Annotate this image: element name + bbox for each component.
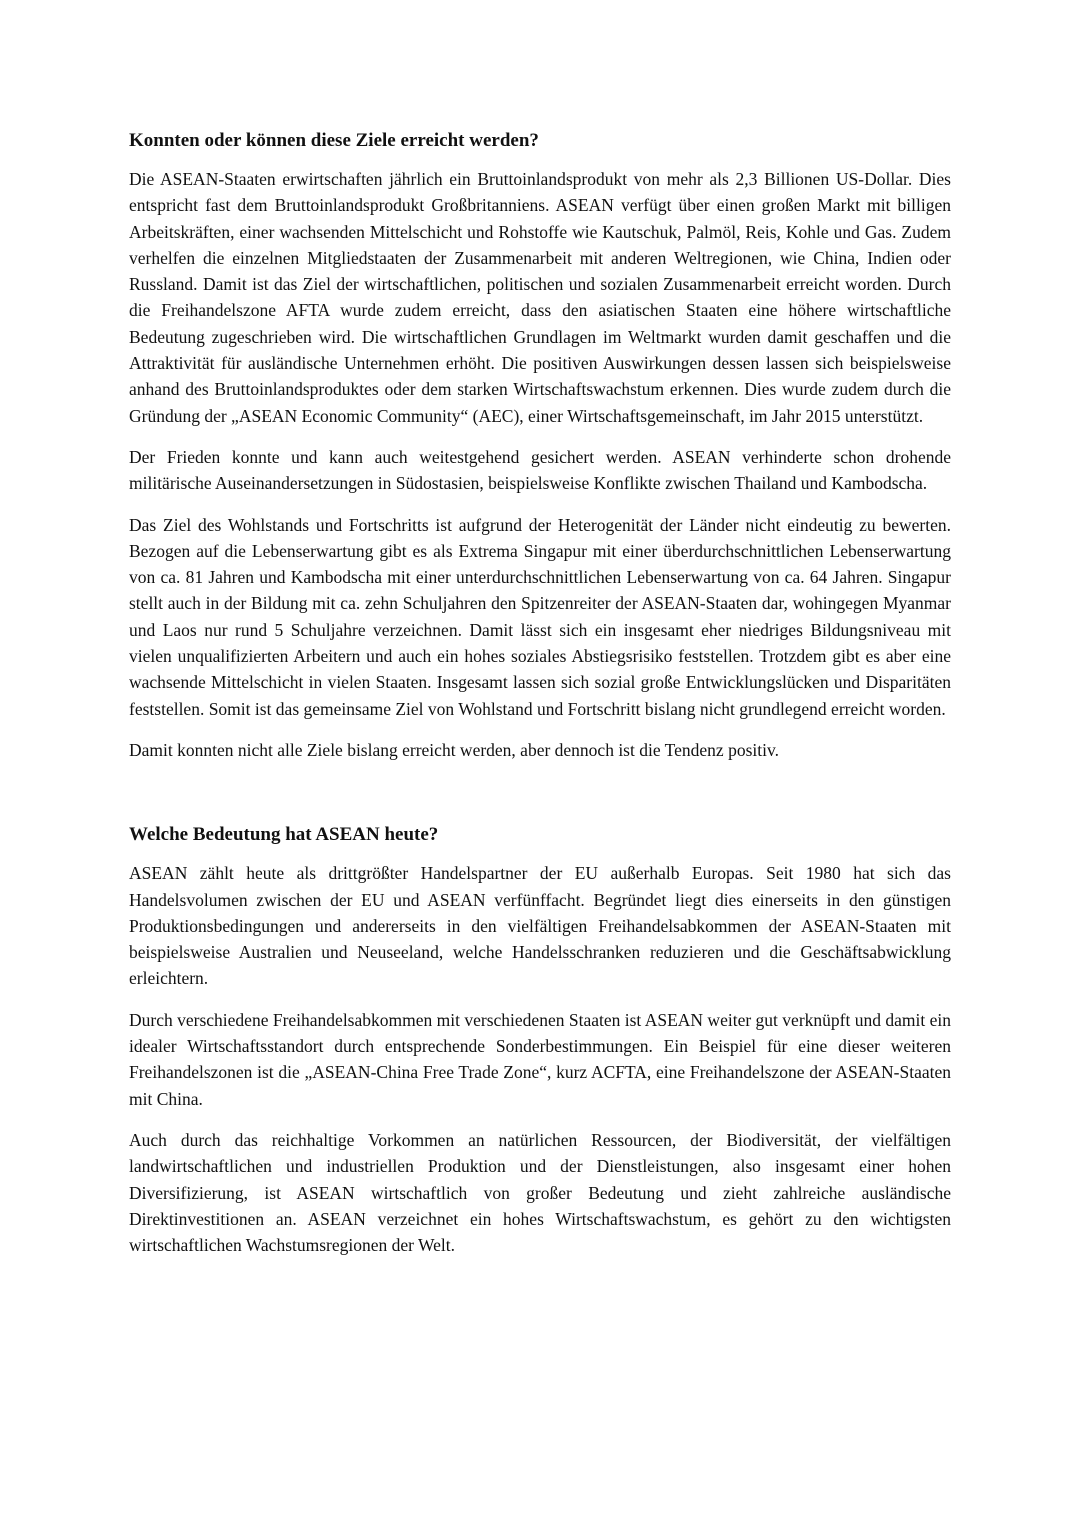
section-goals-achieved bbox=[129, 128, 951, 763]
paragraph: Damit konnten nicht alle Ziele bislang erreicht werden, aber dennoch ist die Tendenz positiv. bbox=[129, 739, 779, 760]
section-asean-importance bbox=[129, 822, 951, 1258]
paragraph: Auch durch das reichhaltige Vorkommen an natürlichen Ressourcen, der Biodiversität, der vielfältigen landwirtschaftlichen und industriellen Produktion und der Dienstleistungen, also insgesamt einer hohen Diversifizierung, ist ASEAN wirtschaftlich von großer Bedeutung und zieht zahlreiche ausländische Direktinvestitionen an. ASEAN verzeichnet ein hohes Wirtschaftswachstum, es gehört zu den wichtigsten wirtschaftlichen Wachstumsregionen der Welt. bbox=[129, 1129, 951, 1256]
section-heading: Konnten oder können diese Ziele erreicht werden? bbox=[129, 130, 539, 151]
paragraph: ASEAN zählt heute als drittgrößter Handelspartner der EU außerhalb Europas. Seit 1980 hat sich das Handelsvolumen zwischen der EU und ASEAN verfünffacht. Begründet liegt dies einerseits in den günstigen Produktionsbedingungen und andererseits in den vielfältigen Freihandelsabkommen der ASEAN-Staaten mit beispielsweise Australien und Neuseeland, welche Handelsschranken reduzieren und die Geschäftsabwicklung erleichtern. bbox=[129, 863, 951, 989]
paragraph: Die ASEAN-Staaten erwirtschaften jährlich ein Bruttoinlandsprodukt von mehr als 2,3 Billionen US-Dollar. Dies entspricht fast dem Bruttoinlandsprodukt Großbritanniens. ASEAN verfügt über einen großen Markt mit billigen Arbeitskräften, einer wachsenden Mittelschicht und Rohstoffe wie Kautschuk, Palmöl, Reis, Kohle und Gas. Zudem verhelfen die einzelnen Mitgliedstaaten der Zusammenarbeit mit anderen Weltregionen, wie China, Indien oder Russland. Damit ist das Ziel der wirtschaftlichen, politischen und sozialen Zusammenarbeit erreicht worden. Durch die Freihandelszone AFTA wurde zudem erreicht, dass den asiatischen Staaten eine höhere wirtschaftliche Bedeutung zugeschrieben wird. Die wirtschaftlichen Grundlagen im Weltmarkt wurden damit geschaffen und die Attraktivität für ausländische Unternehmen erhöht. Die positiven Auswirkungen dessen lassen sich beispielsweise anhand des Bruttoinlandsproduktes oder dem starken Wirtschaftswachstum erkennen. Dies wurde zudem durch die Gründung der „ASEAN Economic Community“ (AEC), einer Wirtschaftsgemeinschaft, im Jahr 2015 unterstützt. bbox=[129, 169, 951, 426]
paragraph: Das Ziel des Wohlstands und Fortschritts ist aufgrund der Heterogenität der Länder nicht eindeutig zu bewerten. Bezogen auf die Lebenserwartung gibt es als Extrema Singapur mit einer überdurchschnittlichen Lebenserwartung von ca. 81 Jahren und Kambodscha mit einer unterdurchschnittlichen Lebenserwartung von ca. 64 Jahren. Singapur stellt auch in der Bildung mit ca. zehn Schuljahren den Spitzenreiter der ASEAN-Staaten dar, wohingegen Myanmar und Laos nur rund 5 Schuljahre verzeichnen. Damit lässt sich ein insgesamt eher niedriges Bildungsniveau mit vielen unqualifizierten Arbeitern und auch ein hohes soziales Abstiegsrisiko feststellen. Trotzdem gibt es aber eine wachsende Mittelschicht in vielen Staaten. Insgesamt lassen sich sozial große Entwicklungslücken und Disparitäten feststellen. Somit ist das gemeinsame Ziel von Wohlstand und Fortschritt bislang nicht grundlegend erreicht worden. bbox=[129, 514, 951, 719]
paragraph: Der Frieden konnte und kann auch weitestgehend gesichert werden. ASEAN verhinderte schon drohende militärische Auseinandersetzungen in Südostasien, beispielsweise Konflikte zwischen Thailand und Kambodscha. bbox=[129, 446, 951, 494]
paragraph: Durch verschiedene Freihandelsabkommen mit verschiedenen Staaten ist ASEAN weiter gut verknüpft und damit ein idealer Wirtschaftsstandort durch entsprechende Sonderbestimmungen. Ein Beispiel für eine dieser weiteren Freihandelszonen ist die „ASEAN-China Free Trade Zone“, kurz ACFTA, eine Freihandelszone der ASEAN-Staaten mit China. bbox=[129, 1009, 951, 1109]
document-page bbox=[129, 128, 951, 1273]
section-heading: Welche Bedeutung hat ASEAN heute? bbox=[129, 824, 439, 846]
